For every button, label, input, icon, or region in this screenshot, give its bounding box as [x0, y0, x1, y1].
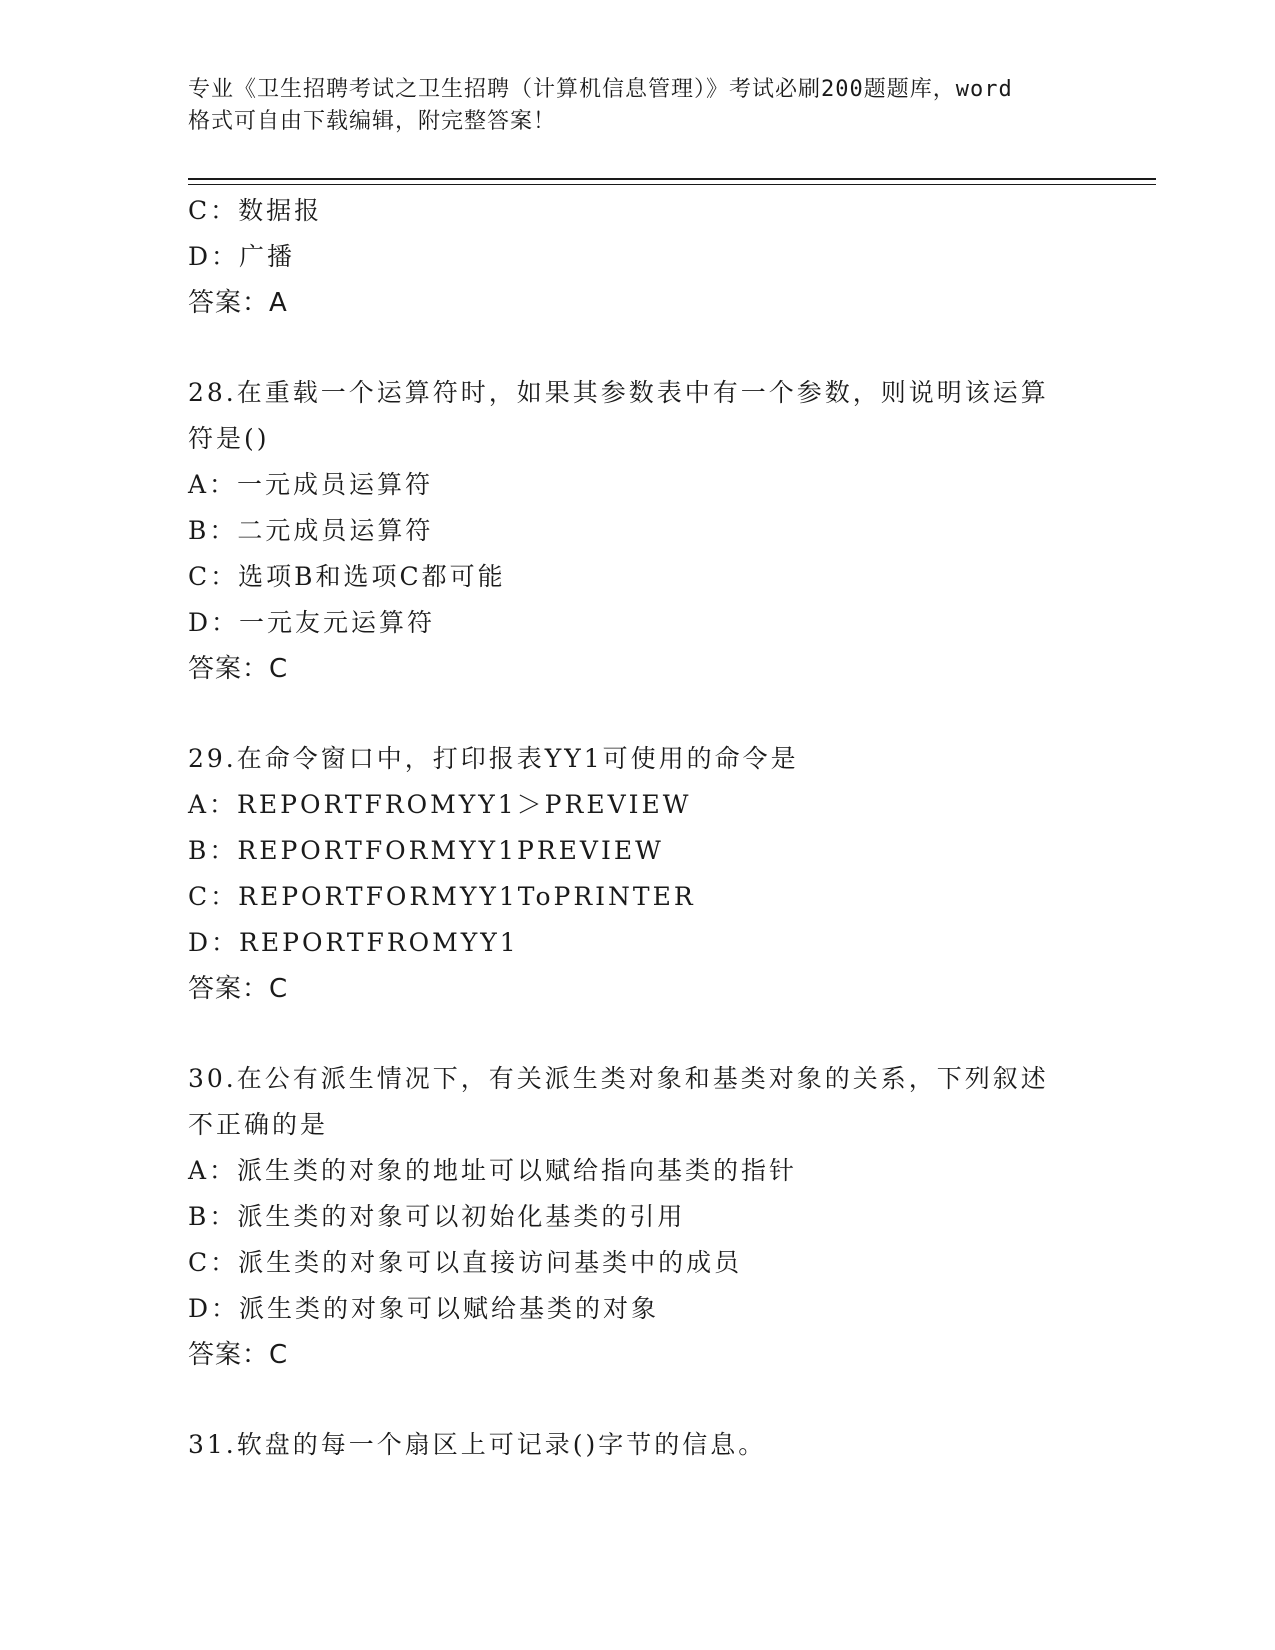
answer-line: 答案：C [188, 654, 289, 684]
question-block-28 [188, 370, 1088, 692]
option-c: C：数据报 [188, 196, 323, 225]
question-text-line-2: 不正确的是 [188, 1110, 329, 1139]
question-text-line-1: 30.在公有派生情况下，有关派生类对象和基类对象的关系，下列叙述 [188, 1064, 1049, 1093]
option-c: C：选项B和选项C都可能 [188, 562, 506, 591]
question-text-line-1: 31.软盘的每一个扇区上可记录()字节的信息。 [188, 1430, 767, 1459]
header-title-line-1: 专业《卫生招聘考试之卫生招聘（计算机信息管理）》考试必刷200题题库，word [188, 77, 1013, 102]
option-b: B：REPORTFORMYY1PREVIEW [188, 836, 664, 865]
question-text-line-1: 28.在重载一个运算符时，如果其参数表中有一个参数，则说明该运算 [188, 378, 1049, 407]
answer-line: 答案：C [188, 974, 289, 1004]
answer-line: 答案：C [188, 1340, 289, 1370]
document-header [188, 74, 1088, 138]
question-block-29 [188, 736, 1088, 1012]
option-b: B：二元成员运算符 [188, 516, 434, 545]
question-text-line-2: 符是() [188, 424, 270, 453]
spacer [188, 692, 1088, 736]
option-c: C：REPORTFORMYY1ToPRINTER [188, 882, 696, 911]
spacer [188, 326, 1088, 370]
option-b: B：派生类的对象可以初始化基类的引用 [188, 1202, 686, 1231]
header-title-line-2: 格式可自由下载编辑，附完整答案！ [188, 109, 557, 134]
option-a: A：REPORTFROMYY1＞PREVIEW [188, 790, 692, 819]
option-d: D：一元友元运算符 [188, 608, 436, 637]
spacer [188, 1012, 1088, 1056]
option-a: A：派生类的对象的地址可以赋给指向基类的指针 [188, 1156, 798, 1185]
option-c: C：派生类的对象可以直接访问基类中的成员 [188, 1248, 743, 1277]
option-a: A：一元成员运算符 [188, 470, 434, 499]
answer-line: 答案：A [188, 288, 288, 318]
question-block-30 [188, 1056, 1088, 1378]
spacer [188, 1378, 1088, 1422]
header-divider-thick [188, 178, 1156, 180]
option-d: D：REPORTFROMYY1 [188, 928, 519, 957]
option-d: D：广播 [188, 242, 296, 271]
question-text-line-1: 29.在命令窗口中，打印报表YY1可使用的命令是 [188, 744, 799, 773]
option-d: D：派生类的对象可以赋给基类的对象 [188, 1294, 660, 1323]
header-divider-thin [188, 184, 1156, 185]
question-block-27 [188, 188, 1088, 326]
question-list [188, 188, 1088, 1468]
question-block-31 [188, 1422, 1088, 1468]
